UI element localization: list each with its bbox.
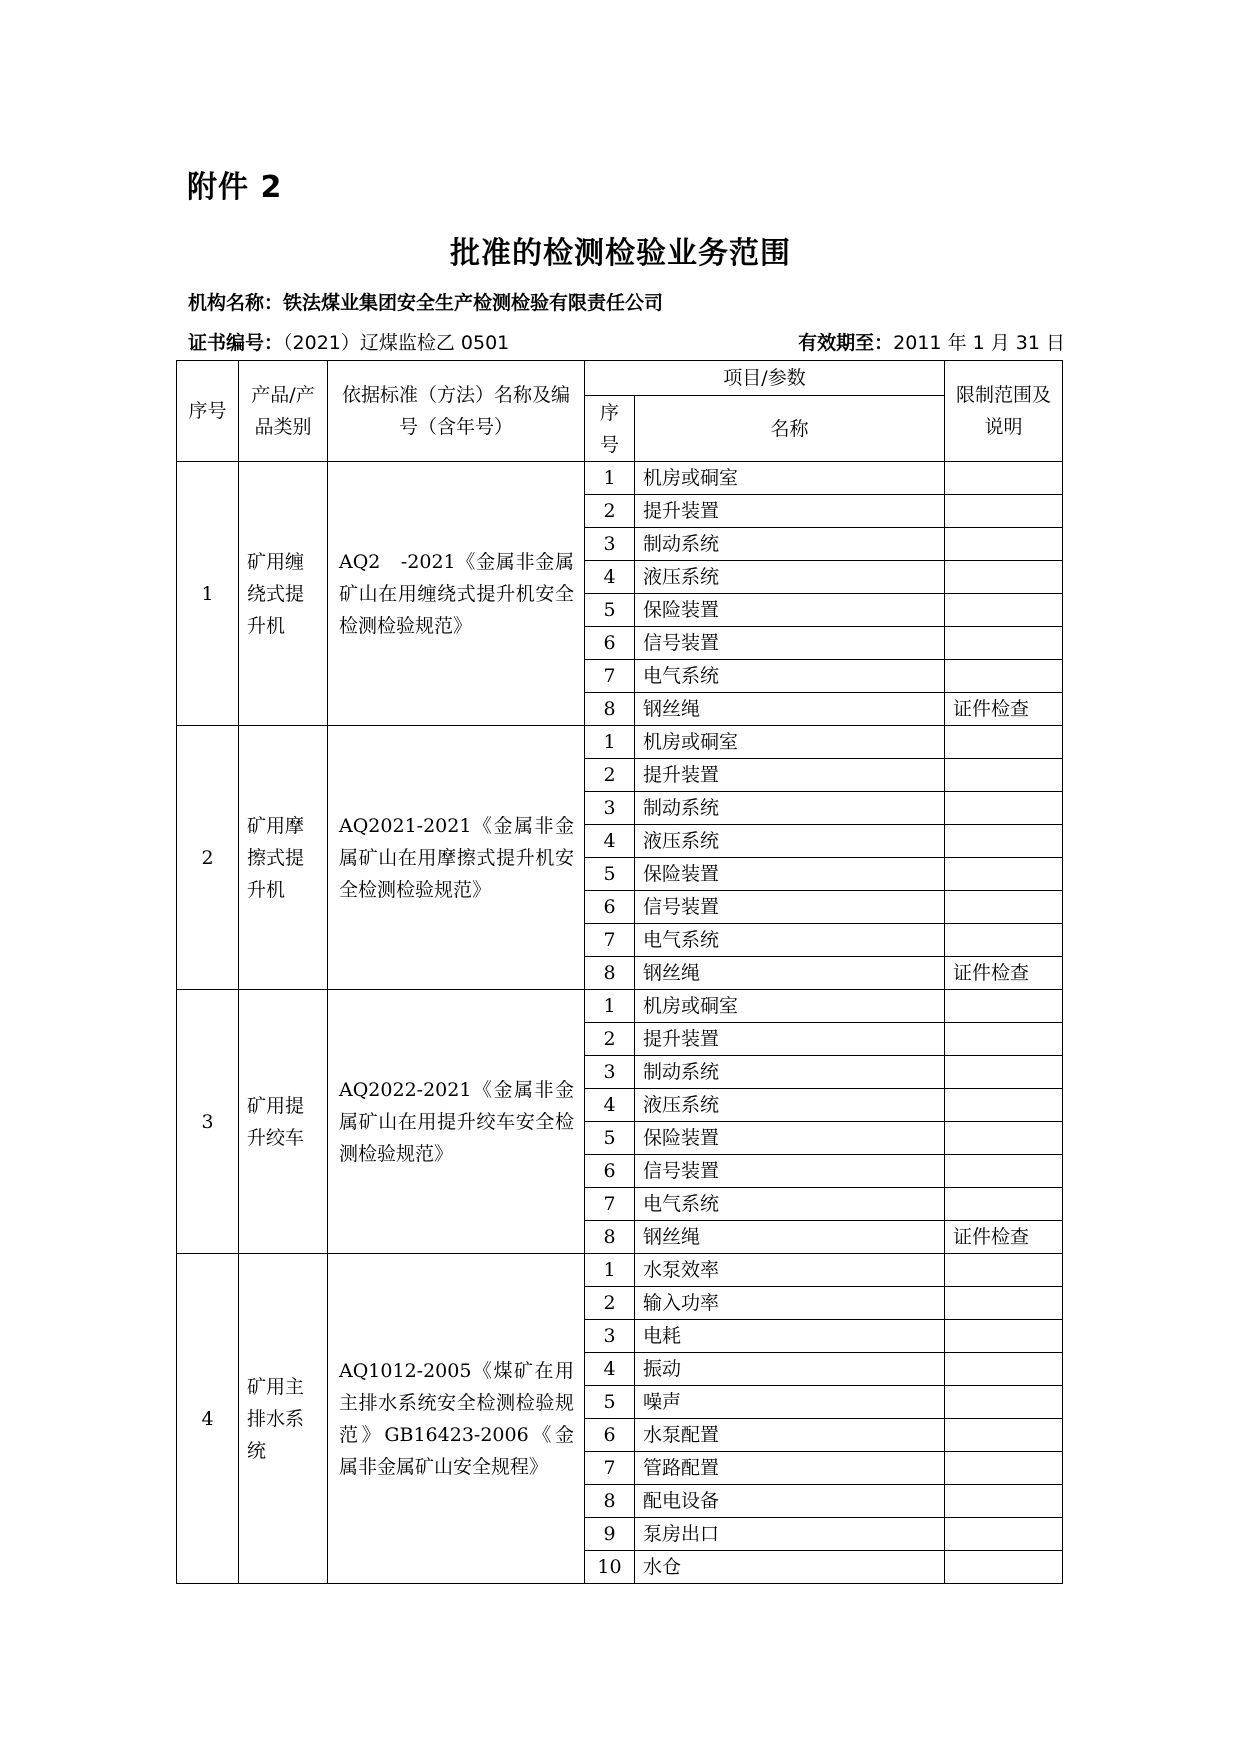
group-product: 矿用主排水系统 (239, 1254, 328, 1584)
item-name: 制动系统 (635, 1056, 945, 1089)
group-standard: AQ2 -2021《金属非金属矿山在用缠绕式提升机安全检测检验规范》 (328, 462, 585, 726)
item-no: 8 (585, 957, 635, 990)
item-name: 保险装置 (635, 1122, 945, 1155)
item-name: 钢丝绳 (635, 693, 945, 726)
group-product: 矿用摩擦式提升机 (239, 726, 328, 990)
item-note (945, 1023, 1063, 1056)
item-note (945, 990, 1063, 1023)
attachment-label: 附件 2 (187, 170, 283, 205)
item-name: 机房或硐室 (635, 726, 945, 759)
item-note (945, 792, 1063, 825)
item-no: 6 (585, 1155, 635, 1188)
item-no: 4 (585, 1353, 635, 1386)
item-no: 7 (585, 924, 635, 957)
item-note (945, 495, 1063, 528)
item-no: 1 (585, 462, 635, 495)
item-name: 水泵配置 (635, 1419, 945, 1452)
item-note (945, 1386, 1063, 1419)
item-note (945, 726, 1063, 759)
group-seq: 2 (177, 726, 239, 990)
table-row (177, 990, 1063, 1023)
item-name: 泵房出口 (635, 1518, 945, 1551)
item-name: 信号装置 (635, 627, 945, 660)
item-name: 钢丝绳 (635, 957, 945, 990)
item-name: 液压系统 (635, 561, 945, 594)
item-note (945, 561, 1063, 594)
item-name: 液压系统 (635, 825, 945, 858)
item-no: 5 (585, 858, 635, 891)
item-no: 5 (585, 594, 635, 627)
item-note (945, 1452, 1063, 1485)
item-note (945, 627, 1063, 660)
item-no: 2 (585, 1023, 635, 1056)
header-project: 项目/参数 (585, 361, 945, 396)
organization-name: 铁法煤业集团安全生产检测检验有限责任公司 (283, 292, 664, 314)
item-no: 1 (585, 726, 635, 759)
item-note (945, 528, 1063, 561)
item-name: 配电设备 (635, 1485, 945, 1518)
item-no: 1 (585, 1254, 635, 1287)
item-note (945, 1188, 1063, 1221)
item-name: 电气系统 (635, 924, 945, 957)
validity-line (798, 328, 1065, 355)
item-note (945, 1485, 1063, 1518)
item-name: 制动系统 (635, 792, 945, 825)
group-product: 矿用缠绕式提升机 (239, 462, 328, 726)
item-note (945, 1254, 1063, 1287)
item-no: 7 (585, 1188, 635, 1221)
organization-label: 机构名称： (188, 292, 284, 314)
header-limit: 限制范围及说明 (945, 361, 1063, 462)
item-note (945, 1056, 1063, 1089)
group-standard: AQ2022-2021《金属非金属矿山在用提升绞车安全检测检验规范》 (328, 990, 585, 1254)
item-no: 3 (585, 528, 635, 561)
item-name: 信号装置 (635, 891, 945, 924)
item-name: 输入功率 (635, 1287, 945, 1320)
item-note (945, 924, 1063, 957)
item-note (945, 1155, 1063, 1188)
organization-line (188, 288, 663, 315)
validity-label: 有效期至： (798, 332, 894, 354)
header-item-name: 名称 (635, 396, 945, 462)
certificate-number: （2021）辽煤监检乙 0501 (283, 332, 510, 354)
item-name: 管路配置 (635, 1452, 945, 1485)
item-name: 保险装置 (635, 858, 945, 891)
item-no: 5 (585, 1386, 635, 1419)
header-product: 产品/产品类别 (239, 361, 328, 462)
item-no: 4 (585, 561, 635, 594)
item-no: 2 (585, 759, 635, 792)
header-standard: 依据标准（方法）名称及编号（含年号） (328, 361, 585, 462)
item-note (945, 1518, 1063, 1551)
scope-table (176, 360, 1063, 1584)
header-seq: 序号 (177, 361, 239, 462)
item-note: 证件检查 (945, 957, 1063, 990)
group-seq: 1 (177, 462, 239, 726)
document-title: 批准的检测检验业务范围 (450, 236, 791, 271)
item-note (945, 594, 1063, 627)
item-no: 8 (585, 1221, 635, 1254)
item-no: 4 (585, 825, 635, 858)
item-note: 证件检查 (945, 693, 1063, 726)
item-name: 信号装置 (635, 1155, 945, 1188)
item-no: 6 (585, 891, 635, 924)
item-note (945, 825, 1063, 858)
item-name: 液压系统 (635, 1089, 945, 1122)
item-no: 4 (585, 1089, 635, 1122)
item-no: 3 (585, 792, 635, 825)
group-standard: AQ2021-2021《金属非金属矿山在用摩擦式提升机安全检测检验规范》 (328, 726, 585, 990)
item-name: 噪声 (635, 1386, 945, 1419)
item-no: 6 (585, 627, 635, 660)
certificate-line (188, 328, 509, 355)
item-name: 提升装置 (635, 1023, 945, 1056)
item-note: 证件检查 (945, 1221, 1063, 1254)
certificate-label: 证书编号： (188, 332, 284, 354)
item-no: 10 (585, 1551, 635, 1584)
item-note (945, 1089, 1063, 1122)
group-seq: 3 (177, 990, 239, 1254)
header-item-seq: 序号 (585, 396, 635, 462)
table-row (177, 726, 1063, 759)
table-row (177, 462, 1063, 495)
item-note (945, 1320, 1063, 1353)
item-no: 6 (585, 1419, 635, 1452)
item-name: 保险装置 (635, 594, 945, 627)
item-name: 水泵效率 (635, 1254, 945, 1287)
item-no: 3 (585, 1320, 635, 1353)
table-header-row-1 (177, 361, 1063, 396)
item-name: 机房或硐室 (635, 462, 945, 495)
item-note (945, 891, 1063, 924)
group-product: 矿用提升绞车 (239, 990, 328, 1254)
validity-date: 2011 年 1 月 31 日 (893, 332, 1065, 354)
item-name: 提升装置 (635, 495, 945, 528)
item-name: 制动系统 (635, 528, 945, 561)
item-note (945, 660, 1063, 693)
group-seq: 4 (177, 1254, 239, 1584)
item-note (945, 1287, 1063, 1320)
item-no: 7 (585, 660, 635, 693)
item-no: 2 (585, 495, 635, 528)
table-row (177, 1254, 1063, 1287)
item-note (945, 1419, 1063, 1452)
item-note (945, 462, 1063, 495)
item-name: 水仓 (635, 1551, 945, 1584)
item-note (945, 759, 1063, 792)
item-no: 5 (585, 1122, 635, 1155)
item-name: 电气系统 (635, 660, 945, 693)
item-name: 提升装置 (635, 759, 945, 792)
group-standard: AQ1012-2005《煤矿在用主排水系统安全检测检验规范》GB16423-2006《金属非金属矿山安全规程》 (328, 1254, 585, 1584)
item-name: 电气系统 (635, 1188, 945, 1221)
item-note (945, 1122, 1063, 1155)
item-no: 9 (585, 1518, 635, 1551)
item-no: 8 (585, 1485, 635, 1518)
item-no: 3 (585, 1056, 635, 1089)
item-no: 2 (585, 1287, 635, 1320)
item-no: 1 (585, 990, 635, 1023)
item-no: 7 (585, 1452, 635, 1485)
item-note (945, 1551, 1063, 1584)
item-note (945, 858, 1063, 891)
item-name: 振动 (635, 1353, 945, 1386)
item-name: 钢丝绳 (635, 1221, 945, 1254)
item-name: 机房或硐室 (635, 990, 945, 1023)
item-no: 8 (585, 693, 635, 726)
item-note (945, 1353, 1063, 1386)
item-name: 电耗 (635, 1320, 945, 1353)
